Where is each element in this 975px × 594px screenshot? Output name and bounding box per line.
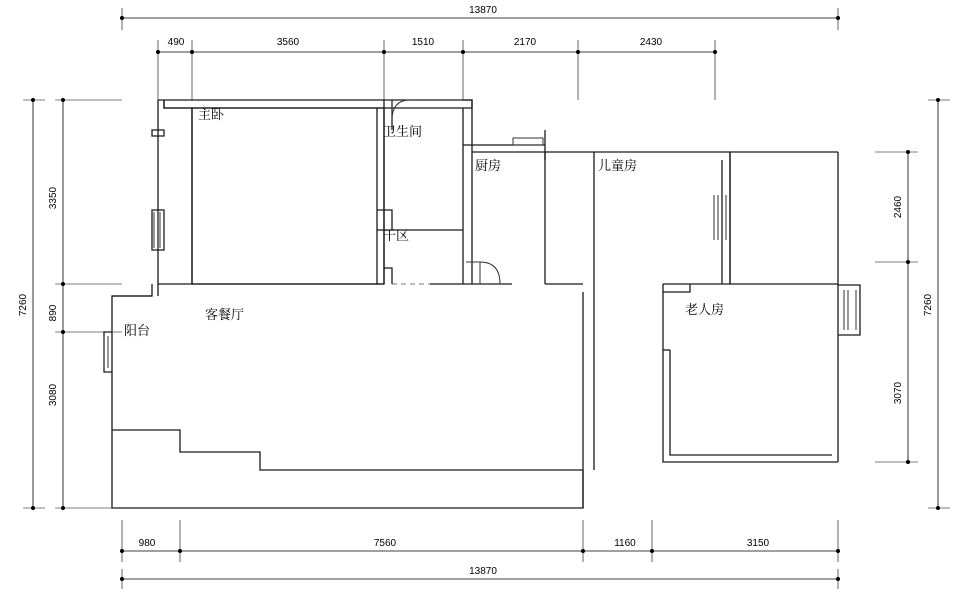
room-labels — [124, 107, 724, 338]
dimension-lines-bottom — [120, 520, 840, 589]
dim-left-overall: 7260 — [18, 293, 29, 317]
dim-left-3: 3080 — [48, 383, 59, 407]
room-label-bathroom: 卫生间 — [383, 124, 423, 139]
room-label-master-bedroom: 主卧 — [198, 107, 225, 122]
dim-right-1: 2460 — [893, 195, 904, 219]
room-label-balcony: 阳台 — [124, 323, 151, 338]
room-label-children-room: 儿童房 — [598, 158, 638, 173]
dim-left-1: 3350 — [48, 186, 59, 210]
dim-bottom-1: 980 — [138, 538, 156, 549]
dim-top-overall: 13870 — [469, 5, 497, 16]
room-label-kitchen: 厨房 — [475, 158, 502, 173]
room-label-living-dining: 客餐厅 — [205, 307, 245, 322]
dim-top-1: 490 — [167, 37, 185, 48]
dim-bottom-4: 3150 — [746, 538, 770, 549]
dim-top-5: 2430 — [639, 37, 663, 48]
dim-right-2: 3070 — [893, 381, 904, 405]
dimension-text-group — [18, 5, 934, 577]
dim-top-2: 3560 — [276, 37, 300, 48]
dimension-lines-top — [120, 8, 840, 100]
dim-left-2: 890 — [48, 304, 59, 322]
dim-right-overall: 7260 — [923, 293, 934, 317]
room-label-elder-room: 老人房 — [685, 302, 725, 317]
dim-bottom-overall: 13870 — [469, 566, 497, 577]
dimension-lines-left — [23, 98, 122, 510]
room-label-dry-area: 干区 — [383, 228, 410, 243]
dim-bottom-3: 1160 — [614, 538, 636, 549]
dim-top-3: 1510 — [411, 37, 435, 48]
dim-bottom-2: 7560 — [373, 538, 397, 549]
dimension-lines-right — [875, 98, 950, 510]
dim-top-4: 2170 — [513, 37, 537, 48]
